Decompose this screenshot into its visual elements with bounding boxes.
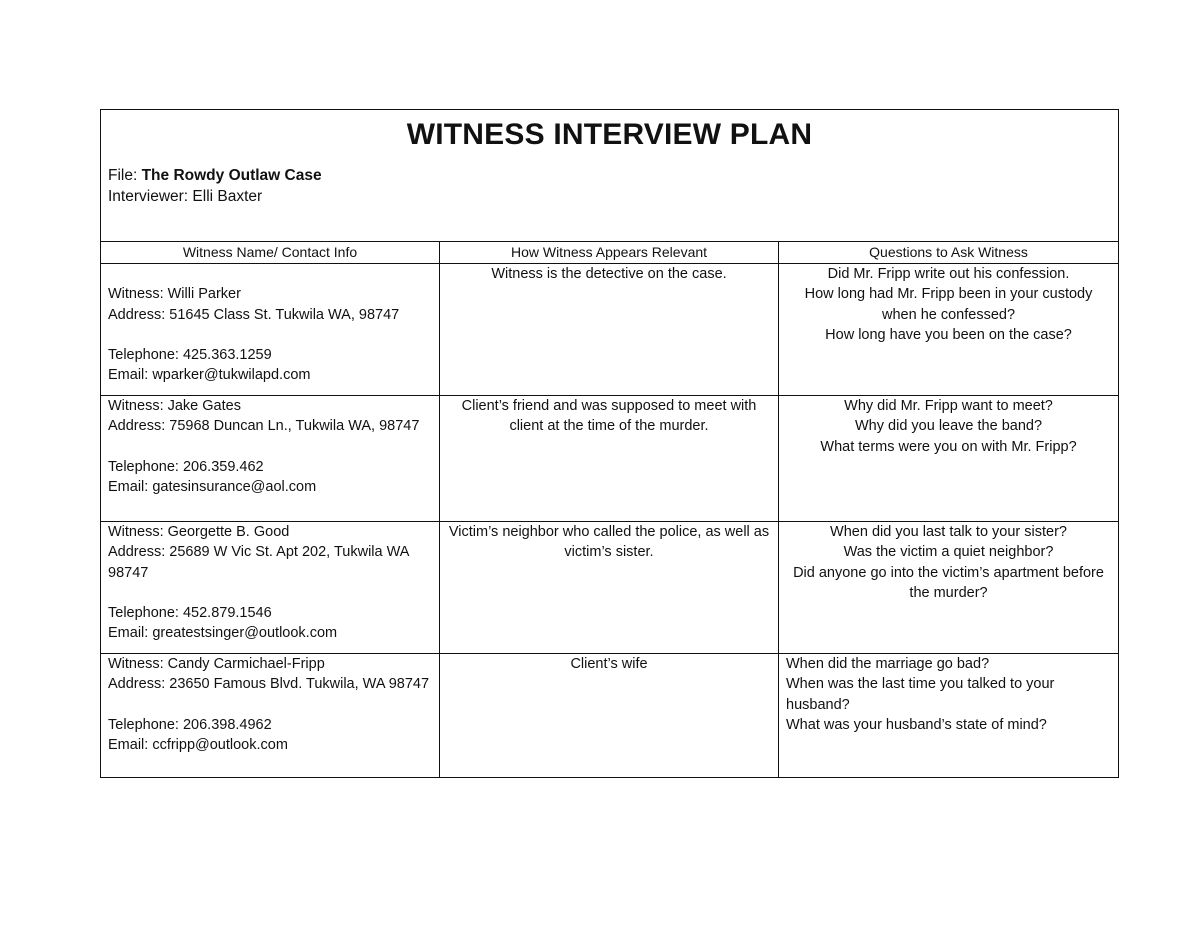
witness-telephone: Telephone: 206.359.462 [108,458,264,475]
witness-contact-cell [101,264,440,396]
header-cell [101,110,1119,242]
questions-cell [779,522,1119,654]
relevance-text: Client’s friend and was supposed to meet with client at the time of the murder. [461,398,757,435]
witness-address: Address: 25689 W Vic St. Apt 202, Tukwila WA 98747 [108,544,409,581]
witness-telephone: Telephone: 452.879.1546 [108,605,272,622]
blank-line [108,437,432,457]
blank-line [108,325,432,345]
witness-telephone: Telephone: 425.363.1259 [108,347,272,364]
column-header-relevance: How Witness Appears Relevant [440,242,779,264]
table-row [101,396,1119,522]
witness-email: Email: ccfripp@outlook.com [108,737,288,754]
table-row [101,264,1119,396]
question-item: How long had Mr. Fripp been in your custody when he confessed? [804,286,1093,323]
questions-cell [779,264,1119,396]
witness-name: Witness: Candy Carmichael-Fripp [108,656,325,672]
blank-line [108,264,432,284]
questions-cell [779,396,1119,522]
witness-email: Email: greatestsinger@outlook.com [108,625,338,642]
header-row [101,110,1119,242]
witness-name: Witness: Jake Gates [108,398,241,414]
document-title: WITNESS INTERVIEW PLAN [406,118,813,151]
witness-email: Email: gatesinsurance@aol.com [108,479,317,496]
questions-cell [779,654,1119,778]
file-value: The Rowdy Outlaw Case [141,167,322,184]
question-item: When was the last time you talked to your husband? [786,676,1055,713]
relevance-text: Client’s wife [570,656,648,672]
witness-telephone: Telephone: 206.398.4962 [108,716,272,733]
question-item: Was the victim a quiet neighbor? [843,544,1054,561]
question-item: What was your husband’s state of mind? [786,716,1047,733]
question-item: Why did Mr. Fripp want to meet? [844,398,1053,414]
blank-line [108,583,432,603]
witness-contact-cell [101,522,440,654]
witness-email: Email: wparker@tukwilapd.com [108,367,311,384]
interviewer-label: Interviewer: [108,188,193,205]
witness-address: Address: 51645 Class St. Tukwila WA, 98747 [108,306,400,323]
interviewer-line [108,186,1111,207]
witness-name: Witness: Georgette B. Good [108,524,290,540]
relevance-cell [440,396,779,522]
question-item: When did you last talk to your sister? [830,524,1067,540]
witness-address: Address: 75968 Duncan Ln., Tukwila WA, 98747 [108,418,420,435]
column-header-contact: Witness Name/ Contact Info [101,242,440,264]
question-item: How long have you been on the case? [825,326,1072,343]
question-item: Did Mr. Fripp write out his confession. [827,266,1070,282]
witness-address: Address: 23650 Famous Blvd. Tukwila, WA 98747 [108,676,430,693]
interview-plan-table [100,109,1119,778]
table-row [101,654,1119,778]
relevance-text: Witness is the detective on the case. [491,266,727,282]
column-header-row [101,242,1119,264]
relevance-cell [440,264,779,396]
interviewer-value: Elli Baxter [192,188,263,205]
witness-contact-cell [101,654,440,778]
relevance-text: Victim’s neighbor who called the police, as well as victim’s sister. [448,524,770,561]
relevance-cell [440,654,779,778]
blank-line [108,695,432,715]
file-line [108,165,1111,186]
column-header-questions: Questions to Ask Witness [779,242,1119,264]
file-label: File: [108,167,142,184]
table-row [101,522,1119,654]
question-item: Did anyone go into the victim’s apartment before the murder? [793,564,1104,601]
question-item: Why did you leave the band? [855,418,1043,435]
witness-name: Witness: Willi Parker [108,286,241,303]
witness-contact-cell [101,396,440,522]
question-item: When did the marriage go bad? [786,656,990,672]
relevance-cell [440,522,779,654]
question-item: What terms were you on with Mr. Fripp? [820,438,1077,455]
